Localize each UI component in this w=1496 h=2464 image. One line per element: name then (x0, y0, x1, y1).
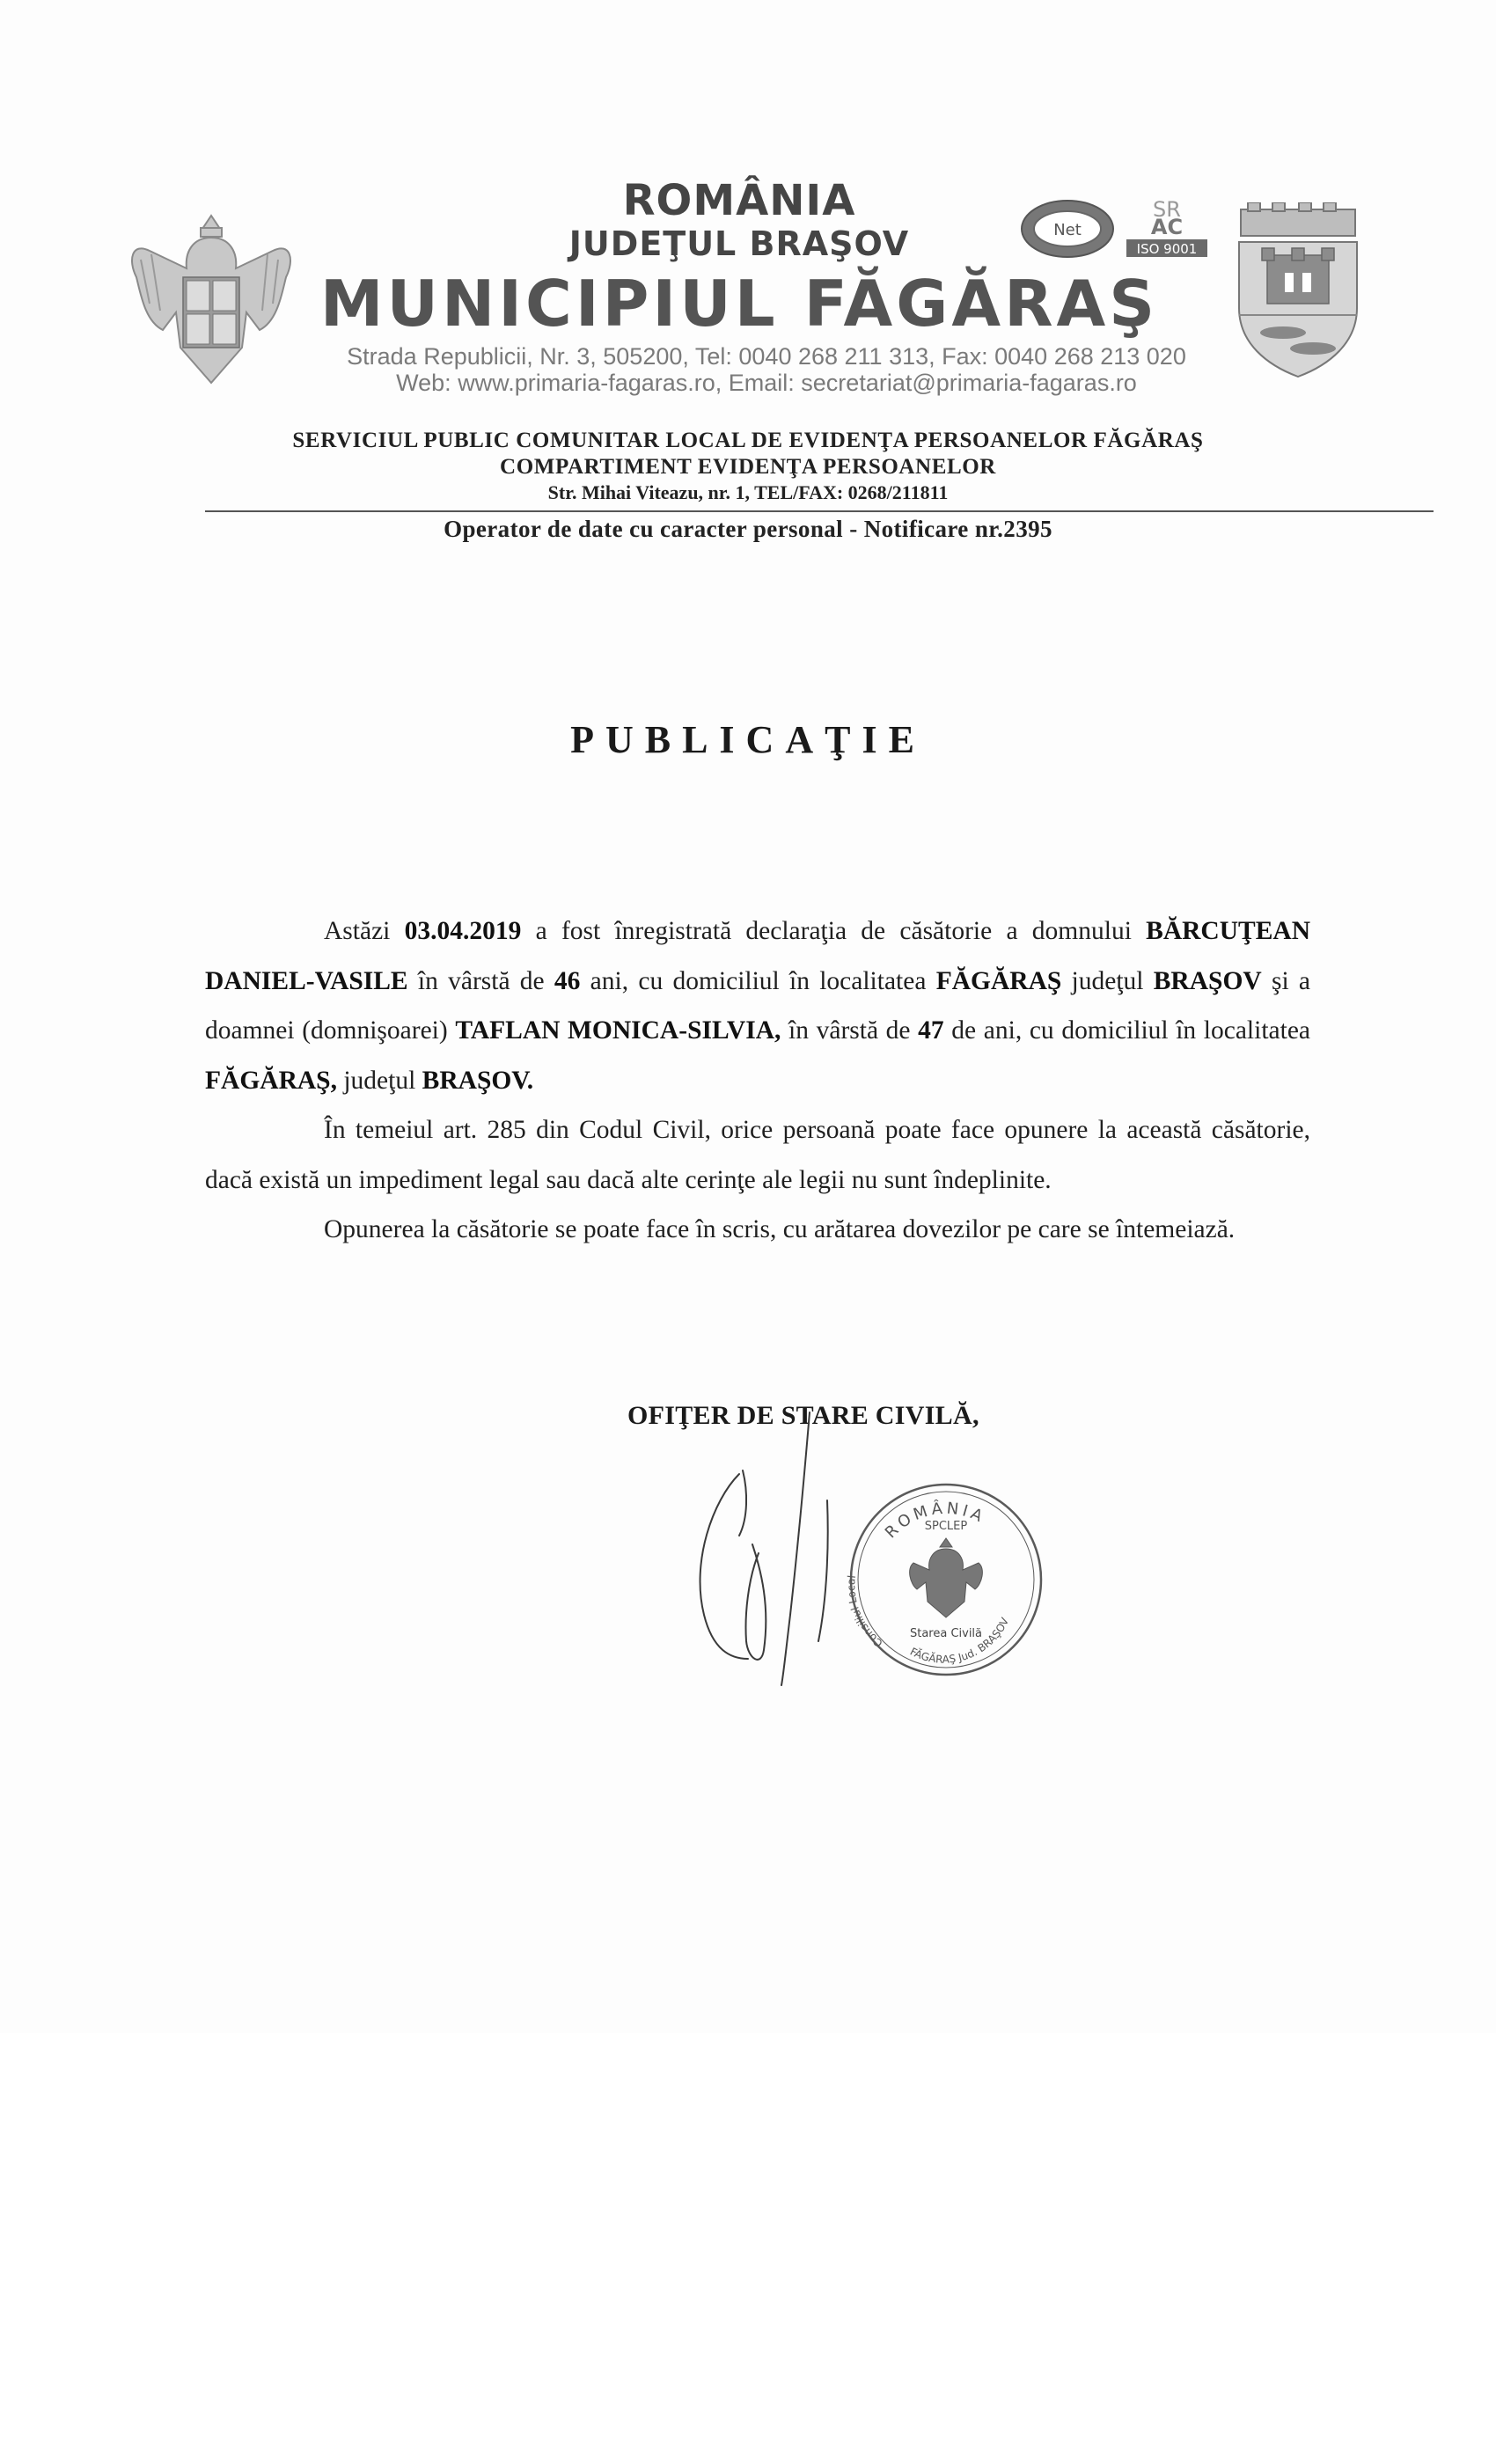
header-county: JUDEŢUL BRAŞOV (568, 224, 910, 263)
groom-county: BRAŞOV (1153, 966, 1262, 995)
service-address: Str. Mihai Viteazu, nr. 1, TEL/FAX: 0268/211811 (547, 481, 949, 503)
bride-age: 47 (918, 1016, 944, 1045)
svg-text:Starea Civilă: Starea Civilă (909, 1627, 983, 1640)
svg-text:Net: Net (1053, 221, 1082, 239)
bride-county: BRAŞOV. (422, 1066, 534, 1095)
signature-caption: OFIŢER DE STARE CIVILĂ, (627, 1401, 979, 1430)
groom-city: FĂGĂRAŞ (935, 966, 1062, 995)
svg-text:SR: SR (1153, 197, 1181, 222)
bride-name: TAFLAN MONICA-SILVIA, (455, 1016, 781, 1045)
document-title: PUBLICAŢIE (570, 718, 926, 761)
official-stamp (845, 1478, 1047, 1681)
svg-text:ROMÂNIA: ROMÂNIA (881, 1499, 989, 1543)
legal-basis-paragraph: În temeiul art. 285 din Codul Civil, orice persoană poate face opunere la această căsătorie, dacă există un impediment legal sau dacă alte cerinţe ale legii nu sunt îndeplinite. (205, 1116, 1310, 1194)
text: în vârstă de (407, 966, 554, 995)
groom-age: 46 (554, 966, 581, 995)
svg-text:ISO 9001: ISO 9001 (1136, 241, 1198, 257)
svg-text:SPCLEP: SPCLEP (924, 1520, 968, 1533)
data-operator-notice: Operator de date cu caracter personal - Notificare nr.2395 (444, 516, 1052, 542)
svg-text:Consiliul Local: Consiliul Local (845, 1574, 885, 1650)
text: şi a doamnei (domnişoarei) (205, 966, 1311, 1045)
declaration-date: 03.04.2019 (404, 917, 522, 945)
document-body (205, 906, 1310, 1255)
service-name: SERVICIUL PUBLIC COMUNITAR LOCAL DE EVIDENŢA PERSOANELOR FĂGĂRAŞ (292, 429, 1204, 452)
text: în vârstă de (781, 1016, 919, 1045)
srac-iso-certification-icon (1125, 195, 1209, 259)
text: judeţul (1061, 966, 1154, 995)
header-divider (205, 510, 1434, 512)
text: ani, cu domiciliul în localitatea (580, 966, 936, 995)
groom-name: BĂRCUŢEAN DANIEL-VASILE (205, 917, 1310, 995)
objection-paragraph: Opunerea la căsătorie se poate face în scris, cu arătarea dovezilor pe care se întemeiază. (324, 1215, 1236, 1243)
department-name: COMPARTIMENT EVIDENŢA PERSOANELOR (500, 455, 996, 479)
text: de ani, cu domiciliul în localitatea (943, 1016, 1311, 1045)
iqnet-certification-icon (1019, 198, 1116, 260)
text: Astăzi (324, 917, 405, 945)
header-municipality: MUNICIPIUL FĂGĂRAŞ (319, 267, 1159, 341)
header-country: ROMÂNIA (622, 176, 856, 225)
handwritten-signature (686, 1395, 845, 1694)
bride-city: FĂGĂRAŞ, (205, 1066, 337, 1095)
svg-text:FĂGĂRAŞ Jud. BRAŞOV: FĂGĂRAŞ Jud. BRAŞOV (907, 1616, 1012, 1666)
text: judeţul (336, 1066, 422, 1095)
svg-text:AC: AC (1150, 215, 1184, 239)
text: a fost înregistrată declaraţia de căsătorie a domnului (521, 917, 1147, 945)
header-address: Strada Republicii, Nr. 3, 505200, Tel: 0040 268 211 313, Fax: 0040 268 213 020 (347, 343, 1186, 370)
announcement-paragraph (205, 906, 1310, 1105)
fagaras-coat-of-arms-icon (1232, 202, 1364, 378)
header-web: Web: www.primaria-fagaras.ro, Email: secretariat@primaria-fagaras.ro (396, 370, 1137, 396)
